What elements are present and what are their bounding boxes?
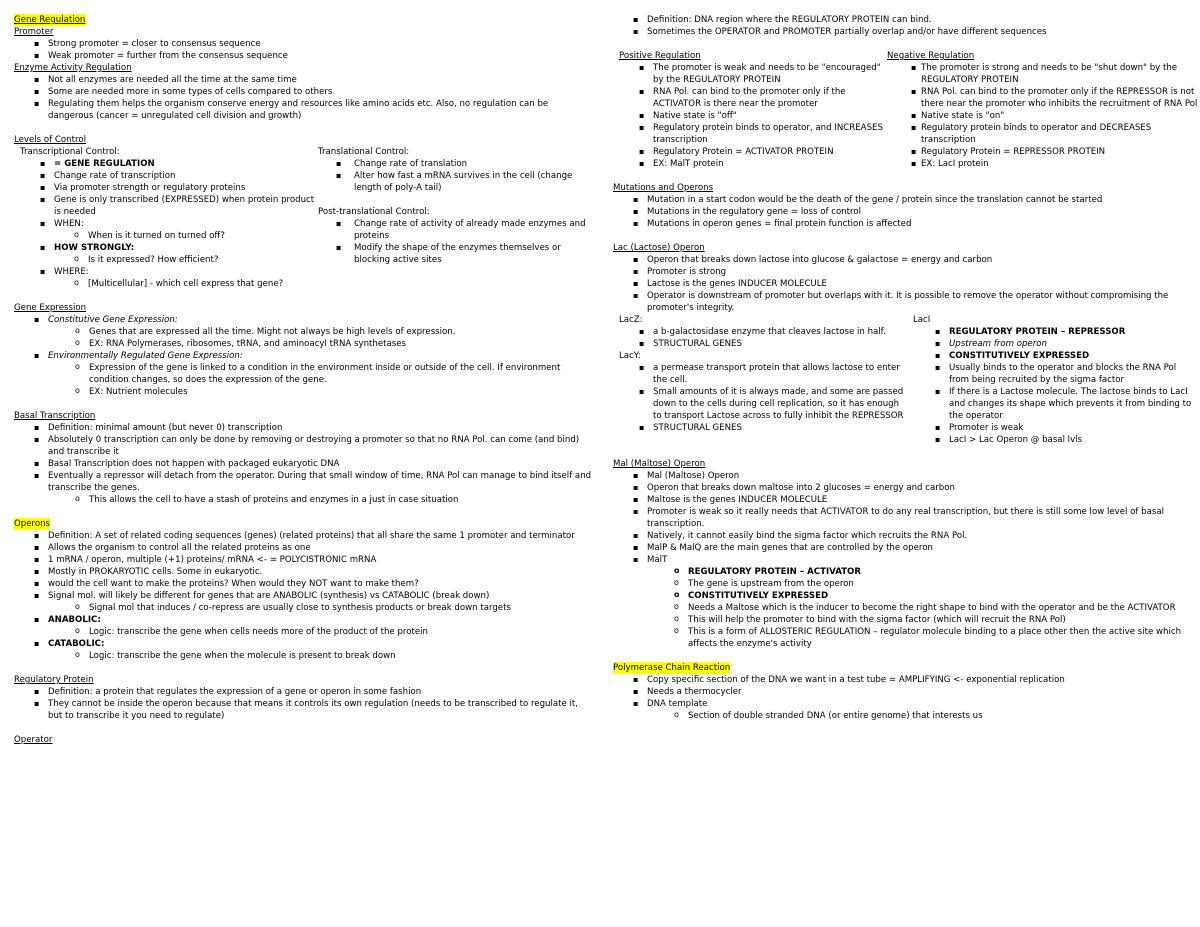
transcriptional-label: Transcriptional Control: — [20, 147, 120, 157]
list-item: ▪ They cannot be inside the operon because that means it controls its own regulation (needs to be transcribed to regulate it, but to transcribe it you need to regulate) — [14, 698, 594, 722]
list-item: ▪ The promoter is weak and needs to be "encouraged" by the REGULATORY PROTEIN — [613, 62, 885, 86]
operator-heading: Operator — [14, 735, 53, 745]
list-item: ▪ Definition: a protein that regulates the expression of a gene or operon in some fashion — [14, 686, 594, 698]
list-item: ▪ Eventually a repressor will detach from the operator. During that small window of time, RNA Pol can manage to bind itself and transcribe the genes. — [14, 470, 594, 494]
list-item: ▪ CONSTITUTIVELY EXPRESSED — [909, 350, 1198, 362]
list-item: ▪ Definition: DNA region where the REGULATORY PROTEIN can bind. — [613, 14, 1198, 26]
list-item: ▪ Mutation in a start codon would be the death of the gene / protein since the translation cannot be started — [613, 194, 1198, 206]
promoter-list — [14, 38, 594, 62]
list-item: ▪ Lactose is the genes INDUCER MOLECULE — [613, 278, 1198, 290]
sub-list-item: o Section of double stranded DNA (or entire genome) that interests us — [613, 710, 1198, 722]
list-item: ▪ RNA Pol. can bind to the promoter only if the REPRESSOR is not there near the promoter who inhibits the recruitment of RNA Pol — [885, 86, 1198, 110]
list-item: ▪ Change rate of transcription — [14, 170, 316, 182]
list-item: ▪ Promoter is weak — [909, 422, 1198, 434]
list-item: ▪ LacI > Lac Operon @ basal lvls — [909, 434, 1198, 446]
list-item: ▪ Needs a thermocycler — [613, 686, 1198, 698]
list-item: ▪ ANABOLIC: — [14, 614, 594, 626]
laci — [909, 314, 1198, 446]
laci-label: LacI — [913, 315, 931, 325]
pcr-heading: Polymerase Chain Reaction — [613, 663, 731, 673]
list-item: ▪ a b-galactosidase enzyme that cleaves lactose in half. — [613, 326, 909, 338]
list-item: ▪ Change rate of translation — [316, 158, 594, 170]
sub-list-item: o [Multicellular] - which cell express that gene? — [14, 278, 316, 290]
list-item: ▪ Operon that breaks down lactose into glucose & galactose = energy and carbon — [613, 254, 1198, 266]
list-item: ▪ WHERE: — [14, 266, 316, 278]
list-item: ▪ Modify the shape of the enzymes themselves or blocking active sites — [316, 242, 594, 266]
sub-list-item: o CONSTITUTIVELY EXPRESSED — [613, 590, 1198, 602]
page-title: Gene Regulation — [14, 15, 86, 25]
list-item: ▪ HOW STRONGLY: — [14, 242, 316, 254]
enzyme-list — [14, 74, 594, 122]
mutations-heading: Mutations and Operons — [613, 183, 714, 193]
list-item: ▪ Mutations in the regulatory gene = loss of control — [613, 206, 1198, 218]
lacz-label: LacZ: — [619, 315, 643, 325]
lacy-label: LacY: — [619, 351, 641, 361]
list-item: ▪ EX: LacI protein — [885, 158, 1198, 170]
list-item: ▪ Strong promoter = closer to consensus sequence — [14, 38, 594, 50]
list-item: ▪ Usually binds to the operator and blocks the RNA Pol from being recruited by the sigma factor — [909, 362, 1198, 386]
regulatory-protein-heading: Regulatory Protein — [14, 675, 94, 685]
list-item: ▪ The promoter is strong and needs to be "shut down" by the REGULATORY PROTEIN — [885, 62, 1198, 86]
list-item: ▪ Not all enzymes are needed all the time at the same time — [14, 74, 594, 86]
list-item: ▪ Constitutive Gene Expression: — [14, 314, 594, 326]
sub-list-item: o This allows the cell to have a stash of proteins and enzymes in a just in case situation — [14, 494, 594, 506]
list-item: ▪ Native state is "off" — [613, 110, 885, 122]
sub-list-item: o REGULATORY PROTEIN – ACTIVATOR — [613, 566, 1198, 578]
mal-operon-heading: Mal (Maltose) Operon — [613, 459, 706, 469]
list-item: ▪ Mal (Maltose) Operon — [613, 470, 1198, 482]
list-item: ▪ Operon that breaks down maltose into 2 glucoses = energy and carbon — [613, 482, 1198, 494]
positive-regulation-heading: Positive Regulation — [619, 51, 701, 61]
list-item: ▪ Weak promoter = further from the consensus sequence — [14, 50, 594, 62]
left-column — [14, 14, 594, 746]
basal-transcription-heading: Basal Transcription — [14, 411, 96, 421]
sub-list-item: o EX: Nutrient molecules — [14, 386, 594, 398]
negative-regulation — [885, 50, 1198, 170]
sub-list-item: o Needs a Maltose which is the inducer to become the right shape to bind with the operator and be the ACTIVATOR — [613, 602, 1198, 614]
levels-of-control-columns — [14, 146, 594, 290]
sub-list-item: o When is it turned on turned off? — [14, 230, 316, 242]
right-column — [613, 14, 1198, 722]
lacz-lacy — [613, 314, 909, 446]
list-item: ▪ Upstream from operon — [909, 338, 1198, 350]
lac-genes-columns — [613, 314, 1198, 446]
lac-operon-heading: Lac (Lactose) Operon — [613, 243, 705, 253]
translational-control — [316, 146, 594, 290]
list-item: ▪ Absolutely 0 transcription can only be done by removing or destroying a promoter so that no RNA Pol. can come (and bind) and transcribe it — [14, 434, 594, 458]
list-item: ▪ = GENE REGULATION — [14, 158, 316, 170]
levels-of-control-heading: Levels of Control — [14, 135, 86, 145]
list-item: ▪ If there is a Lactose molecule. The lactose binds to LacI and changes its shape which prevents it from binding to the operator — [909, 386, 1198, 422]
sub-list-item: o Is it expressed? How efficient? — [14, 254, 316, 266]
list-item: ▪ Regulatory protein binds to operator, and INCREASES transcription — [613, 122, 885, 146]
list-item: ▪ Sometimes the OPERATOR and PROMOTER partially overlap and/or have different sequences — [613, 26, 1198, 38]
list-item: ▪ EX: MalT protein — [613, 158, 885, 170]
positive-regulation — [613, 50, 885, 170]
list-item: ▪ REGULATORY PROTEIN – REPRESSOR — [909, 326, 1198, 338]
sub-list-item: o Genes that are expressed all the time. Might not always be high levels of expression. — [14, 326, 594, 338]
list-item: ▪ MalP & MalQ are the main genes that are controlled by the operon — [613, 542, 1198, 554]
list-item: ▪ Small amounts of it is always made, and some are passed down to the cells during cell replication, so it has enough to transport Lactose across to fully inhibit the REPRESSOR — [613, 386, 909, 422]
sub-list-item: o Signal mol that induces / co-repress are usually close to synthesis products or break down targets — [14, 602, 594, 614]
operons-heading: Operons — [14, 519, 51, 529]
list-item: ▪ Via promoter strength or regulatory proteins — [14, 182, 316, 194]
list-item: ▪ Operator is downstream of promoter but overlaps with it. It is possible to remove the operator without compromising the promoter's integrity. — [613, 290, 1198, 314]
list-item: ▪ Basal Transcription does not happen with packaged eukaryotic DNA — [14, 458, 594, 470]
list-item: ▪ Allows the organism to control all the related proteins as one — [14, 542, 594, 554]
sub-list-item: o This will help the promoter to bind with the sigma factor (which will recruit the RNA Pol) — [613, 614, 1198, 626]
list-item: ▪ Regulating them helps the organism conserve energy and resources like amino acids etc. Also, no regulation can be dangerous (cancer = unregulated cell division and growth) — [14, 98, 594, 122]
transcriptional-control — [14, 146, 316, 290]
negative-regulation-heading: Negative Regulation — [887, 51, 975, 61]
list-item: ▪ Signal mol. will likely be different for genes that are ANABOLIC (synthesis) vs CATABOLIC (break down) — [14, 590, 594, 602]
list-item: ▪ Definition: minimal amount (but never 0) transcription — [14, 422, 594, 434]
list-item: ▪ a permease transport protein that allows lactose to enter the cell. — [613, 362, 909, 386]
list-item: ▪ STRUCTURAL GENES — [613, 338, 909, 350]
list-item: ▪ Promoter is weak so it really needs that ACTIVATOR to do any real transcription, but there is still some low level of basal transcription. — [613, 506, 1198, 530]
list-item: ▪ DNA template — [613, 698, 1198, 710]
list-item: ▪ Maltose is the genes INDUCER MOLECULE — [613, 494, 1198, 506]
regulation-columns — [613, 50, 1198, 170]
list-item: ▪ Some are needed more in some types of cells compared to others — [14, 86, 594, 98]
list-item: ▪ Mutations in operon genes = final protein function is affected — [613, 218, 1198, 230]
list-item: ▪ STRUCTURAL GENES — [613, 422, 909, 434]
sub-list-item: o EX: RNA Polymerases, ribosomes, tRNA, and aminoacyl tRNA synthetases — [14, 338, 594, 350]
list-item: ▪ MalT — [613, 554, 1198, 566]
promoter-heading: Promoter — [14, 27, 54, 37]
list-item: ▪ Native state is "on" — [885, 110, 1198, 122]
list-item: ▪ Regulatory Protein = ACTIVATOR PROTEIN — [613, 146, 885, 158]
list-item: ▪ Copy specific section of the DNA we want in a test tube = AMPLIFYING <- exponential replication — [613, 674, 1198, 686]
list-item: ▪ Promoter is strong — [613, 266, 1198, 278]
list-item: ▪ Definition: A set of related coding sequences (genes) (related proteins) that all share the same 1 promoter and terminator — [14, 530, 594, 542]
list-item: ▪ 1 mRNA / operon, multiple (+1) proteins/ mRNA <- = POLYCISTRONIC mRNA — [14, 554, 594, 566]
list-item: ▪ Regulatory Protein = REPRESSOR PROTEIN — [885, 146, 1198, 158]
sub-list-item: o This is a form of ALLOSTERIC REGULATION – regulator molecule binding to a place other then the active site which affects the enzyme's activity — [613, 626, 1198, 650]
list-item: ▪ would the cell want to make the proteins? When would they NOT want to make them? — [14, 578, 594, 590]
enzyme-activity-heading: Enzyme Activity Regulation — [14, 63, 132, 73]
list-item: ▪ Change rate of activity of already made enzymes and proteins — [316, 218, 594, 242]
list-item: ▪ Regulatory protein binds to operator and DECREASES transcription — [885, 122, 1198, 146]
list-item: ▪ RNA Pol. can bind to the promoter only if the ACTIVATOR is there near the promoter — [613, 86, 885, 110]
sub-list-item: o The gene is upstream from the operon — [613, 578, 1198, 590]
sub-list-item: o Logic: transcribe the gene when the molecule is present to break down — [14, 650, 594, 662]
sub-list-item: o Expression of the gene is linked to a condition in the environment inside or outside of the cell. If environment condition changes, so does the expression of the gene. — [14, 362, 594, 386]
list-item: ▪ Environmentally Regulated Gene Expression: — [14, 350, 594, 362]
translational-label: Translational Control: — [318, 147, 410, 157]
sub-list-item: o Logic: transcribe the gene when cells needs more of the product of the protein — [14, 626, 594, 638]
gene-expression-heading: Gene Expression — [14, 303, 87, 313]
list-item: ▪ Gene is only transcribed (EXPRESSED) when protein product is needed — [14, 194, 316, 218]
list-item: ▪ WHEN: — [14, 218, 316, 230]
list-item: ▪ Natively, it cannot easily bind the sigma factor which recruits the RNA Pol. — [613, 530, 1198, 542]
list-item: ▪ CATABOLIC: — [14, 638, 594, 650]
posttranslational-label: Post-translational Control: — [318, 207, 430, 217]
list-item: ▪ Alter how fast a mRNA survives in the cell (change length of poly-A tail) — [316, 170, 594, 194]
list-item: ▪ Mostly in PROKARYOTIC cells. Some in eukaryotic. — [14, 566, 594, 578]
